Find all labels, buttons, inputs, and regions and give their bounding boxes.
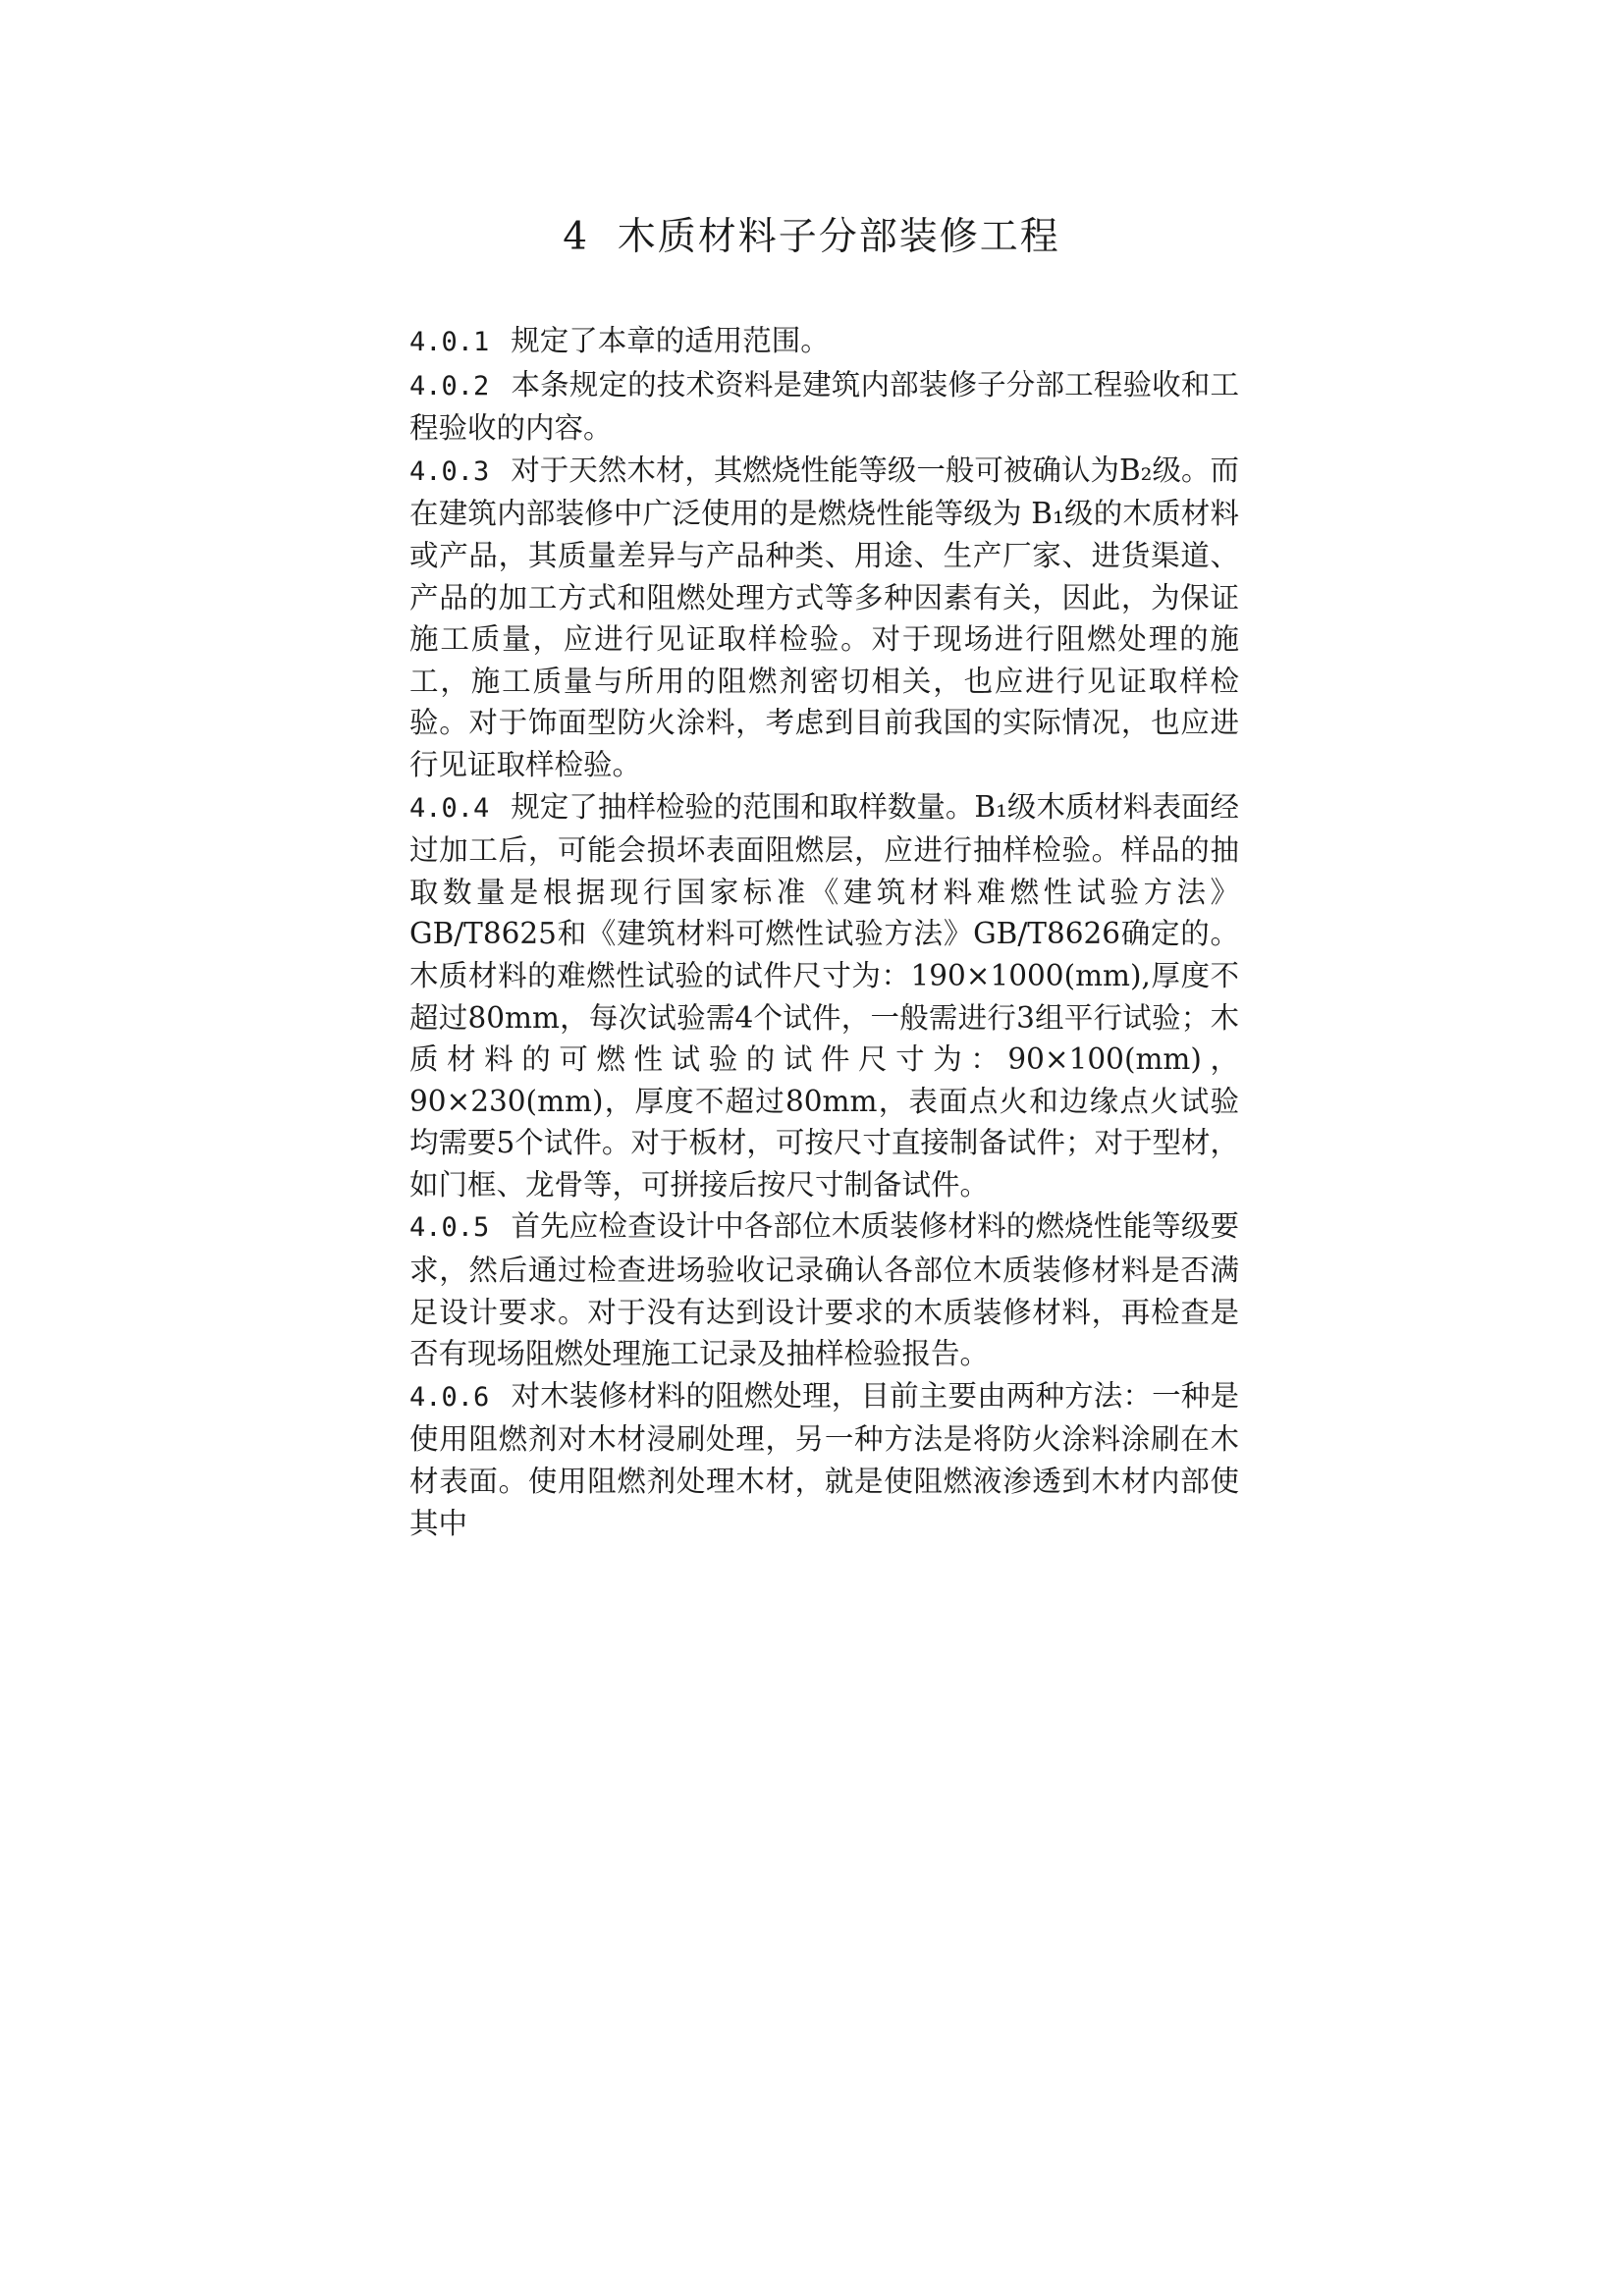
clause-number: 4.0.6	[409, 1381, 490, 1413]
clause-number: 4.0.3	[409, 455, 490, 487]
clause-text: 规定了抽样检验的范围和取样数量。B₁级木质材料表面经过加工后，可能会损坏表面阻燃层，应进行抽样检验。样品的抽取数量是根据现行国家标准《建筑材料难燃性试验方法》GB/T8625和《建筑材料可燃性试验方法》GB/T8626确定的。木质材料的难燃性试验的试件尺寸为：190×1000(mm),厚度不超过80mm，每次试验需4个试件，一般需进行3组平行试验；木质材料的可燃性试验的试件尺寸为：90×100(mm)，90×230(mm)，厚度不超过80mm，表面点火和边缘点火试验均需要5个试件。对于板材，可按尺寸直接制备试件；对于型材，如门框、龙骨等，可拼接后按尺寸制备试件。	[409, 789, 1239, 1201]
clause-4-0-2	[409, 364, 1239, 450]
clause-text: 规定了本章的适用范围。	[511, 324, 830, 357]
chapter-title: 4 木质材料子分部装修工程	[563, 215, 1060, 259]
clause-number: 4.0.2	[409, 370, 490, 401]
clause-text: 首先应检查设计中各部位木质装修材料的燃烧性能等级要求，然后通过检查进场验收记录确认各部位木质装修材料是否满足设计要求。对于没有达到设计要求的木质装修材料，再检查是否有现场阻燃处理施工记录及抽样检验报告。	[409, 1209, 1239, 1371]
clause-text: 对木装修材料的阻燃处理，目前主要由两种方法：一种是使用阻燃剂对木材浸刷处理，另一种方法是将防火涂料涂刷在木材表面。使用阻燃剂处理木材，就是使阻燃液渗透到木材内部使其中	[409, 1378, 1239, 1540]
clause-number: 4.0.4	[409, 792, 490, 824]
clause-number: 4.0.1	[409, 327, 490, 357]
clause-text: 对于天然木材，其燃烧性能等级一般可被确认为B₂级。而在建筑内部装修中广泛使用的是燃烧性能等级为 B₁级的木质材料或产品，其质量差异与产品种类、用途、生产厂家、进货渠道、产品的加工方式和阻燃处理方式等多种因素有关，因此，为保证施工质量，应进行见证取样检验。对于现场进行阻燃处理的施工，施工质量与所用的阻燃剂密切相关，也应进行见证取样检验。对于饰面型防火涂料，考虑到目前我国的实际情况，也应进行见证取样检验。	[409, 453, 1239, 781]
clause-text: 本条规定的技术资料是建筑内部装修子分部工程验收和工程验收的内容。	[409, 367, 1239, 446]
clause-4-0-4	[409, 786, 1239, 1206]
clause-4-0-3	[409, 450, 1239, 786]
clause-number: 4.0.5	[409, 1212, 490, 1244]
clause-4-0-1	[409, 320, 1239, 364]
clause-4-0-5	[409, 1205, 1239, 1374]
clause-list	[409, 320, 1239, 1544]
clause-4-0-6	[409, 1375, 1239, 1544]
